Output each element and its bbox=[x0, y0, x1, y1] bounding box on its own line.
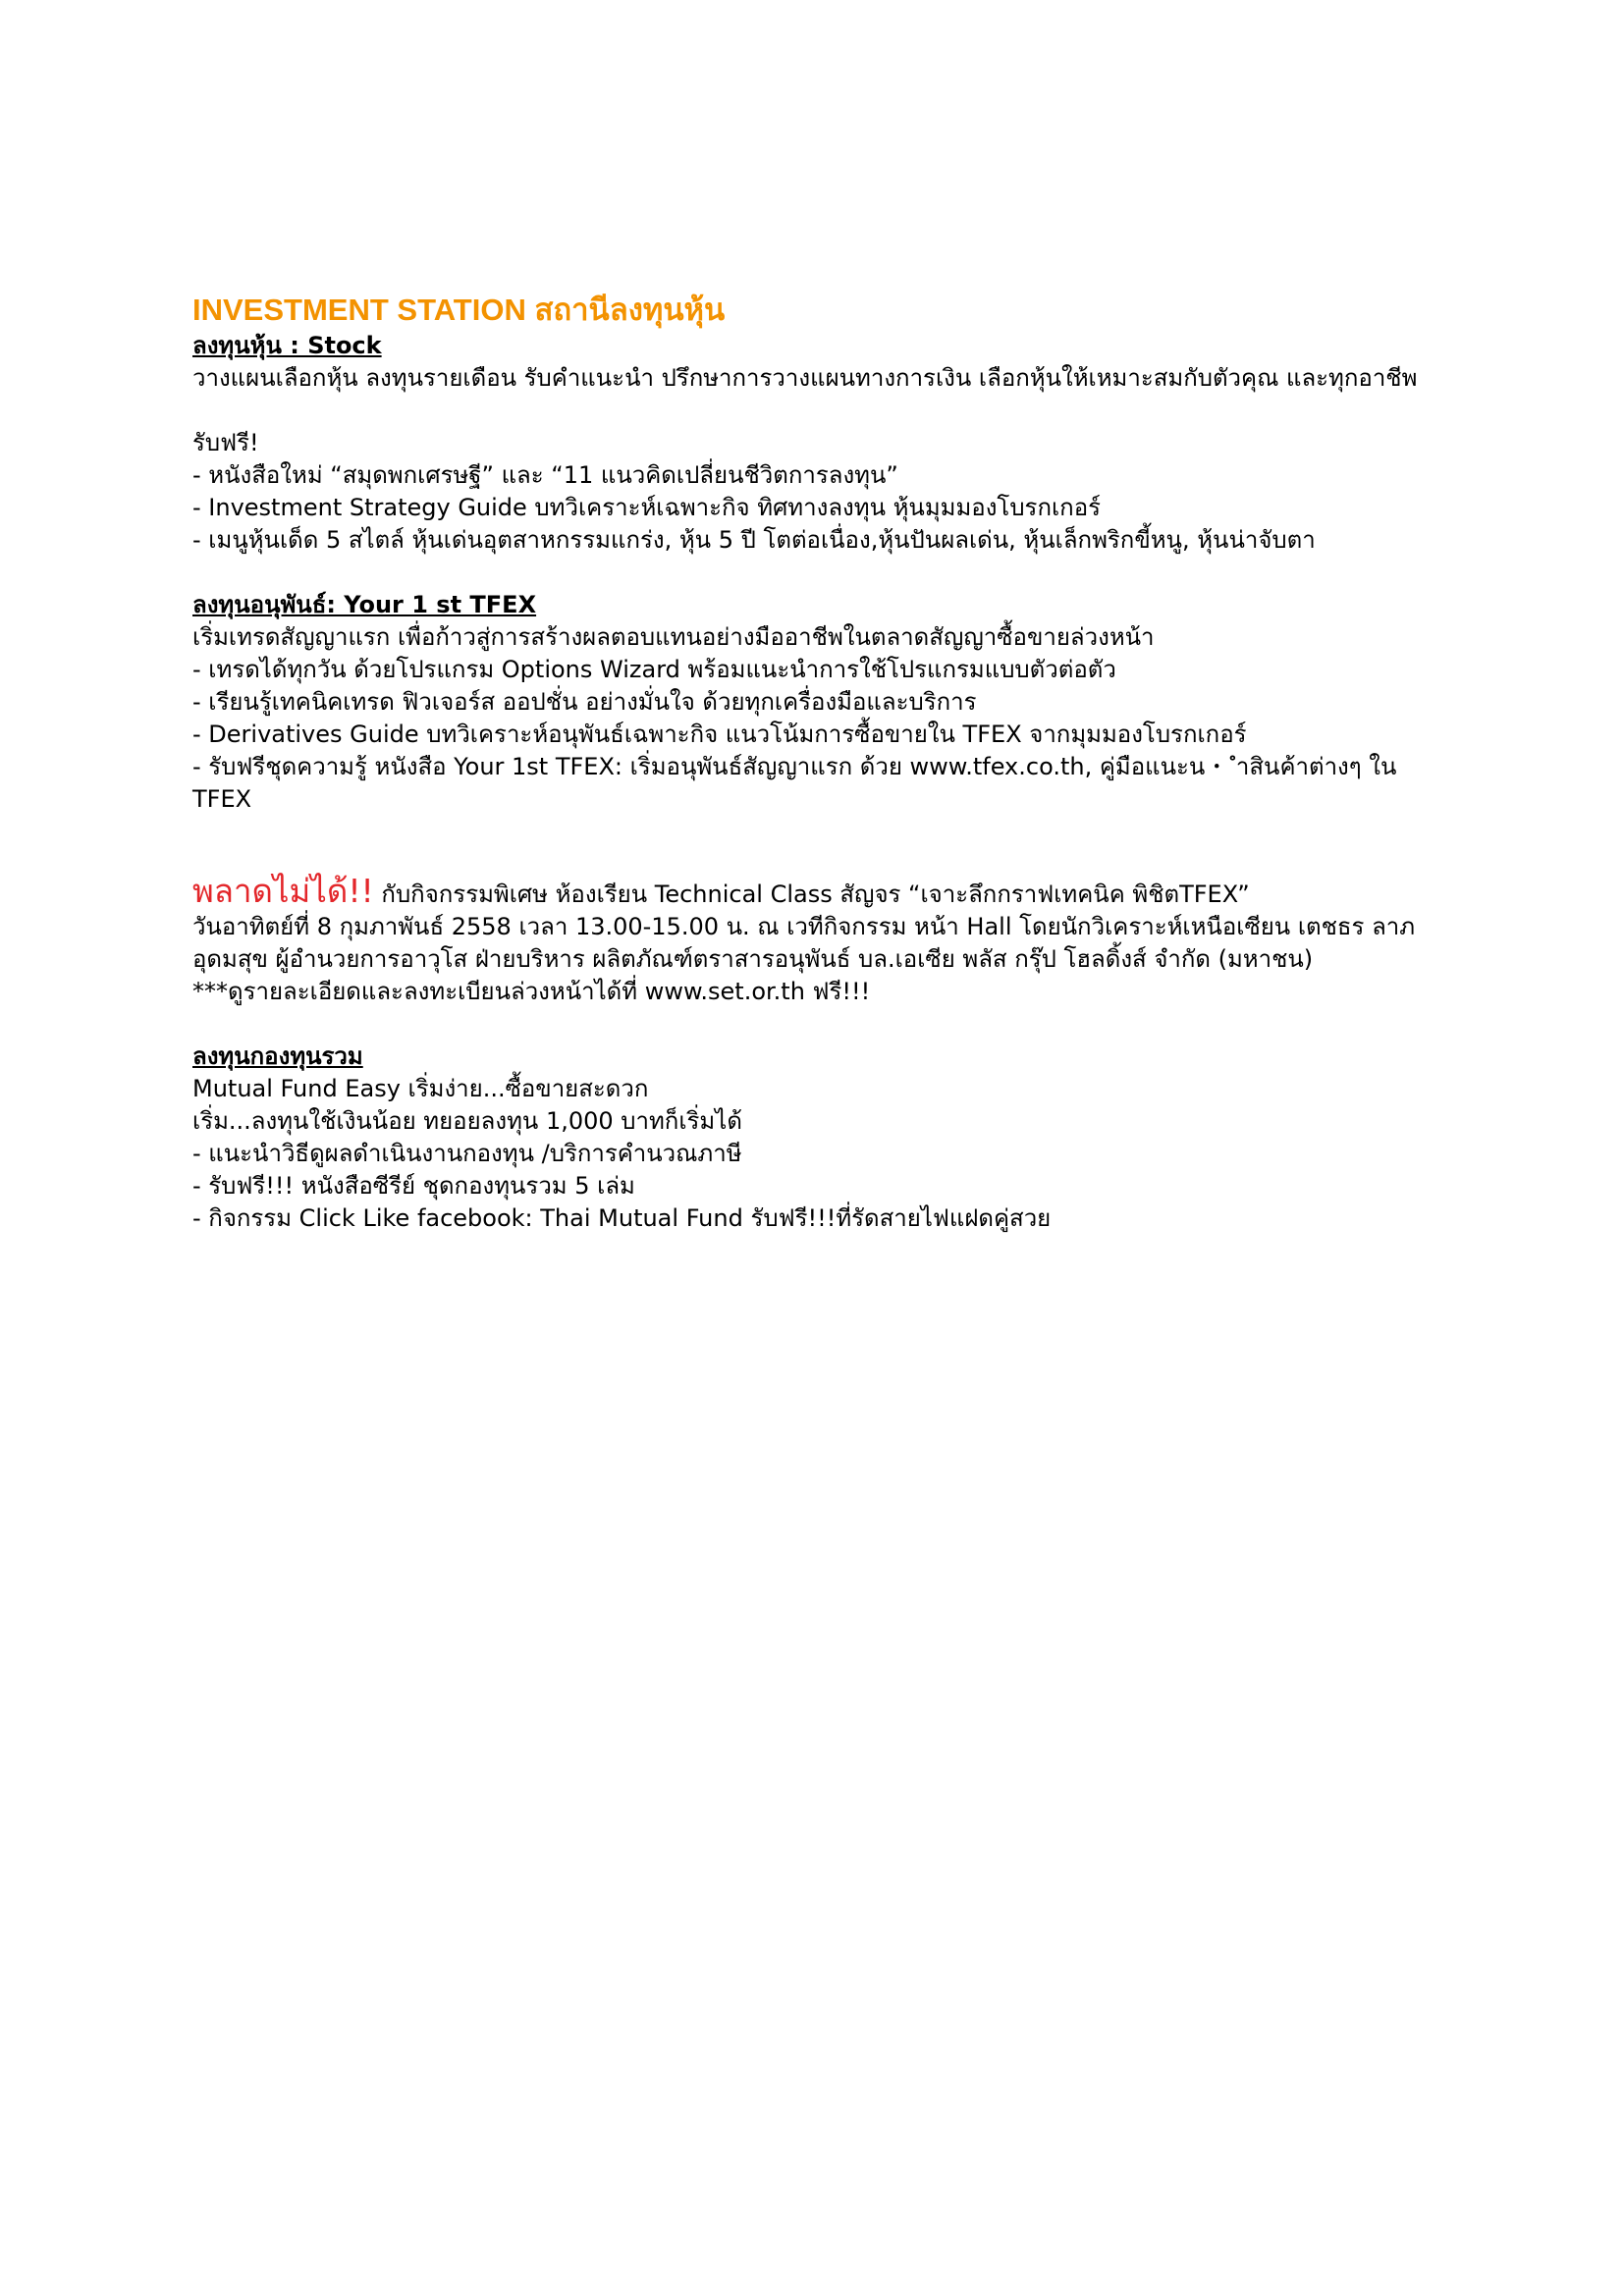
event-details: วันอาทิตย์ที่ 8 กุมภาพันธ์ 2558 เวลา 13.00-15.00 น. ณ เวทีกิจกรรม หน้า Hall โดยนักวิเคราะห์เหนือเซียน เตชธร ลาภอุดมสุข ผู้อำนวยการอาวุโส ฝ่ายบริหาร ผลิตภัณฑ์ตราสารอนุพันธ์ บล.เอเซีย พลัส กรุ๊ป โฮลดิ้งส์ จำกัด (มหาชน) bbox=[192, 913, 1416, 973]
tfex-section bbox=[192, 589, 1459, 816]
fund-line: Mutual Fund Easy เริ่มง่าย...ซื้อขายสะดวก bbox=[192, 1075, 649, 1102]
event-headline bbox=[192, 872, 1459, 911]
stock-free-label: รับฟรี! bbox=[192, 429, 259, 456]
fund-line: - กิจกรรม Click Like facebook: Thai Mutual Fund รับฟรี!!!ที่รัดสายไฟแฝดคู่สวย bbox=[192, 1204, 1052, 1232]
page-title: INVESTMENT STATION สถานีลงทุนหุ้น bbox=[192, 293, 726, 327]
stock-item: - Investment Strategy Guide บทวิเคราะห์เฉพาะกิจ ทิศทางลงทุน หุ้นมุมมองโบรกเกอร์ bbox=[192, 494, 1102, 521]
fund-line: - แนะนำวิธีดูผลดำเนินงานกองทุน /บริการคำนวณภาษี bbox=[192, 1140, 742, 1167]
document-page bbox=[192, 291, 1459, 1235]
stock-section bbox=[192, 330, 1459, 557]
fund-heading: ลงทุนกองทุนรวม bbox=[192, 1042, 363, 1070]
stock-intro: วางแผนเลือกหุ้น ลงทุนรายเดือน รับคำแนะนำ ปรึกษาการวางแผนทางการเงิน เลือกหุ้นให้เหมาะสมกับตัวคุณ และทุกอาชีพ bbox=[192, 364, 1418, 392]
tfex-item: - รับฟรีชุดความรู้ หนังสือ Your 1st TFEX: เริ่มอนุพันธ์สัญญาแรก ด้วย www.tfex.co.th, คู่มือแนะน・ ำสินค้าต่างๆ ใน TFEX bbox=[192, 753, 1397, 813]
fund-section bbox=[192, 1041, 1459, 1235]
event-register: ***ดูรายละเอียดและลงทะเบียนล่วงหน้าได้ที่ www.set.or.th ฟรี!!! bbox=[192, 978, 871, 1005]
tfex-intro: เริ่มเทรดสัญญาแรก เพื่อก้าวสู่การสร้างผลตอบแทนอย่างมืออาชีพในตลาดสัญญาซื้อขายล่วงหน้า bbox=[192, 623, 1155, 651]
event-highlight: พลาดไม่ได้!! bbox=[192, 872, 374, 910]
tfex-item: - เรียนรู้เทคนิคเทรด ฟิวเจอร์ส ออปชั่น อย่างมั่นใจ ด้วยทุกเครื่องมือและบริการ bbox=[192, 688, 977, 716]
fund-line: - รับฟรี!!! หนังสือซีรีย์ ชุดกองทุนรวม 5 เล่ม bbox=[192, 1172, 635, 1200]
stock-item: - เมนูหุ้นเด็ด 5 สไตล์ หุ้นเด่นอุตสาหกรรมแกร่ง, หุ้น 5 ปี โตต่อเนื่อง,หุ้นปันผลเด่น, หุ้นเล็กพริกขี้หนู, หุ้นน่าจับตา bbox=[192, 526, 1316, 554]
tfex-item: - เทรดได้ทุกวัน ด้วยโปรแกรม Options Wizard พร้อมแนะนำการใช้โปรแกรมแบบตัวต่อตัว bbox=[192, 656, 1116, 683]
tfex-heading: ลงทุนอนุพันธ์: Your 1 st TFEX bbox=[192, 591, 537, 618]
event-headline-text: กับกิจกรรมพิเศษ ห้องเรียน Technical Class สัญจร “เจาะลึกกราฟเทคนิค พิชิตTFEX” bbox=[373, 881, 1250, 908]
fund-line: เริ่ม...ลงทุนใช้เงินน้อย ทยอยลงทุน 1,000 บาทก็เริ่มได้ bbox=[192, 1107, 742, 1135]
stock-heading: ลงทุนหุ้น : Stock bbox=[192, 332, 382, 359]
stock-item: - หนังสือใหม่ “สมุดพกเศรษฐี” และ “11 แนวคิดเปลี่ยนชีวิตการลงทุน” bbox=[192, 461, 898, 489]
tfex-item: - Derivatives Guide บทวิเคราะห์อนุพันธ์เฉพาะกิจ แนวโน้มการซื้อขายใน TFEX จากมุมมองโบรกเกอร์ bbox=[192, 721, 1247, 748]
event-section bbox=[192, 872, 1459, 1008]
